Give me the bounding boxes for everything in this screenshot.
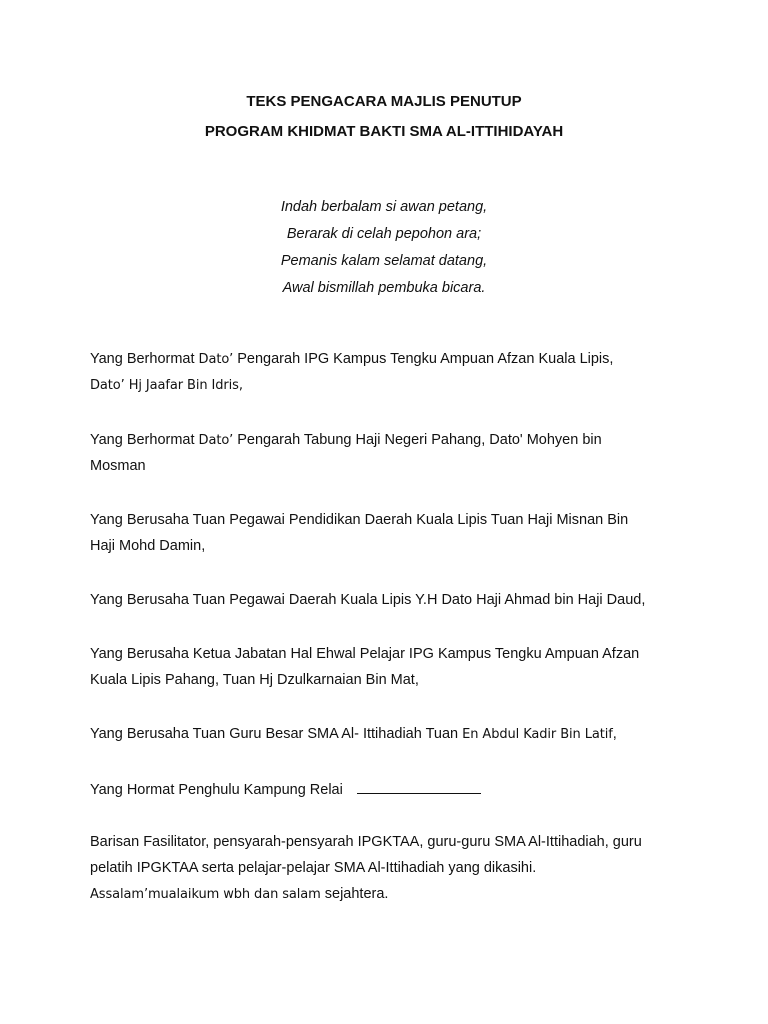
salutation-line (90, 725, 690, 751)
text-segment: Yang Berusaha Tuan Guru Besar SMA Al- Ittihadiah Tuan (90, 726, 463, 742)
salutation-line (90, 885, 690, 911)
pantun-line: Berarak di celah pepohon ara; (286, 226, 482, 242)
salutation-line: pelatih IPGKTAA serta pelajar-pelajar SMA Al-Ittihadiah yang dikasihi. (90, 860, 537, 876)
pantun-line: Awal bismillah pembuka bicara. (282, 280, 486, 296)
salutation-line: Yang Berusaha Tuan Pegawai Pendidikan Daerah Kuala Lipis Tuan Haji Misnan Bin (90, 512, 629, 528)
salutation-paragraph (90, 350, 690, 402)
salutation-line: Haji Mohd Damin, (90, 538, 206, 554)
text-segment: Dato’ (198, 433, 234, 448)
salutation-paragraph (90, 725, 690, 751)
pantun-line: Indah berbalam si awan petang, (280, 199, 488, 215)
text-segment: Yang Hormat Penghulu Kampung Relai (90, 782, 343, 798)
document-subtitle: PROGRAM KHIDMAT BAKTI SMA AL-ITTIHIDAYAH (204, 123, 564, 140)
salutation-paragraph (90, 779, 690, 805)
salutation-paragraph (90, 833, 690, 911)
text-segment: , (612, 726, 617, 742)
text-segment: En Abdul Kadir Bin Latif (462, 727, 613, 742)
salutation-line: Kuala Lipis Pahang, Tuan Hj Dzulkarnaian Bin Mat, (90, 672, 419, 688)
salutation-line (90, 779, 690, 805)
text-segment: Dato’ (198, 352, 234, 367)
text-segment: Yang Berhormat (90, 432, 199, 448)
salutation-paragraph (90, 591, 690, 617)
salutation-paragraph (90, 511, 690, 563)
salutation-line: Barisan Fasilitator, pensyarah-pensyarah IPGKTAA, guru-guru SMA Al-Ittihadiah, guru (90, 834, 642, 850)
text-segment: Pengarah IPG Kampus Tengku Ampuan Afzan Kuala Lipis, (233, 351, 614, 367)
salutation-paragraph (90, 431, 690, 483)
salutation-line: Yang Berusaha Ketua Jabatan Hal Ehwal Pelajar IPG Kampus Tengku Ampuan Afzan (90, 646, 640, 662)
salutation-line (90, 350, 690, 376)
opening-pantun (0, 198, 768, 306)
fill-in-blank (357, 779, 481, 794)
salutation-line: Yang Berusaha Tuan Pegawai Daerah Kuala Lipis Y.H Dato Haji Ahmad bin Haji Daud, (90, 592, 646, 608)
salutation-paragraph (90, 645, 690, 697)
salutation-line (90, 431, 690, 457)
pantun-line: Pemanis kalam selamat datang, (280, 253, 488, 269)
text-segment: sejahtera. (320, 886, 389, 902)
salutation-line: Mosman (90, 458, 146, 474)
text-segment: Yang Berhormat (90, 351, 199, 367)
text-segment: Assalam’mualaikum wbh dan salam (90, 887, 321, 902)
salutation-line: Dato’ Hj Jaafar Bin Idris, (90, 378, 243, 393)
text-segment: Pengarah Tabung Haji Negeri Pahang, Dato' Mohyen bin (233, 432, 602, 448)
document-title: TEKS PENGACARA MAJLIS PENUTUP (246, 93, 522, 110)
